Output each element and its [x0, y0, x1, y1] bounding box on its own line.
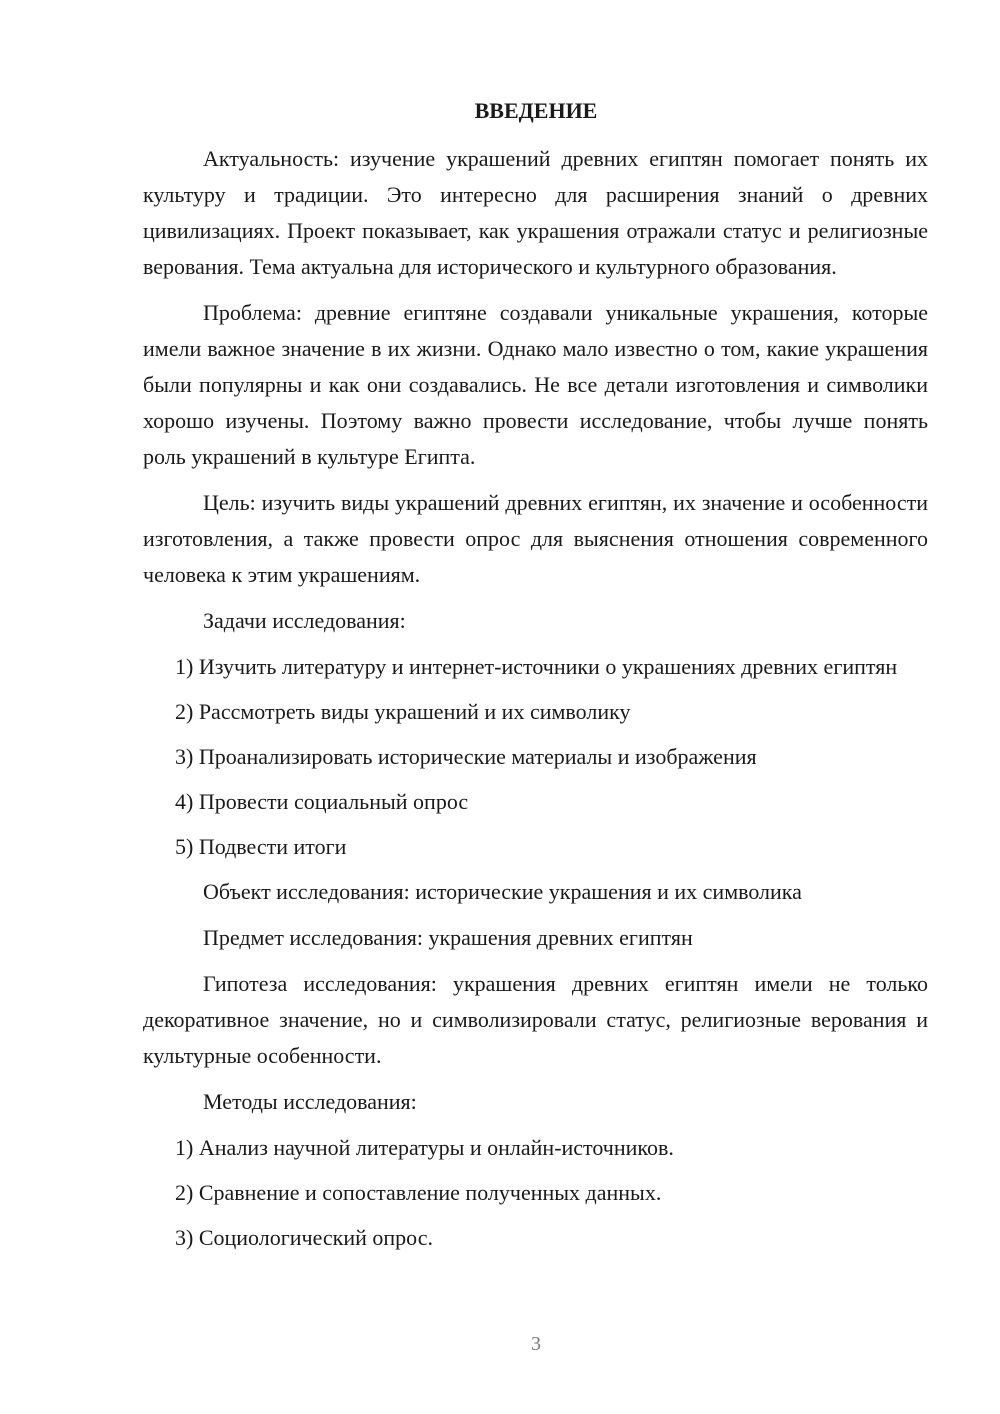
task-item-5: 5) Подвести итоги [175, 834, 347, 859]
task-item-2: 2) Рассмотреть виды украшений и их символику [175, 699, 631, 724]
task-item-4: 4) Провести социальный опрос [175, 789, 469, 814]
method-item-1: 1) Анализ научной литературы и онлайн-источников. [175, 1135, 674, 1160]
method-item-2: 2) Сравнение и сопоставление полученных данных. [175, 1180, 662, 1205]
task-item-3: 3) Проанализировать исторические материалы и изображения [175, 744, 757, 769]
goal-paragraph: Цель: изучить виды украшений древних египтян, их значение и особенности изготовления, а также провести опрос для выяснения отношения современного человека к этим украшениям. [143, 490, 928, 587]
body-text [143, 141, 928, 1265]
hypothesis-paragraph: Гипотеза исследования: украшения древних египтян имели не только декоративное значение, но и символизировали статус, религиозные верования и культурные особенности. [143, 971, 928, 1068]
subject-paragraph: Предмет исследования: украшения древних египтян [203, 925, 693, 950]
method-item-3: 3) Социологический опрос. [175, 1225, 433, 1250]
tasks-heading: Задачи исследования: [203, 608, 406, 633]
task-item-1: 1) Изучить литературу и интернет-источники о украшениях древних египтян [175, 654, 898, 679]
page-number: 3 [531, 1333, 541, 1355]
page-title: ВВЕДЕНИЕ [474, 98, 598, 123]
relevance-paragraph: Актуальность: изучение украшений древних египтян помогает понять их культуру и традиции. Это интересно для расширения знаний о древних цивилизациях. Проект показывает, как украшения отражали статус и религиозные верования. Тема актуальна для исторического и культурного образования. [143, 146, 928, 279]
methods-heading: Методы исследования: [203, 1089, 417, 1114]
problem-paragraph: Проблема: древние египтяне создавали уникальные украшения, которые имели важное значение в их жизни. Однако мало известно о том, какие украшения были популярны и как они создавались. Не все детали изготовления и символики хорошо изучены. Поэтому важно провести исследование, чтобы лучше понять роль украшений в культуре Египта. [143, 300, 928, 469]
object-paragraph: Объект исследования: исторические украшения и их символика [203, 879, 802, 904]
